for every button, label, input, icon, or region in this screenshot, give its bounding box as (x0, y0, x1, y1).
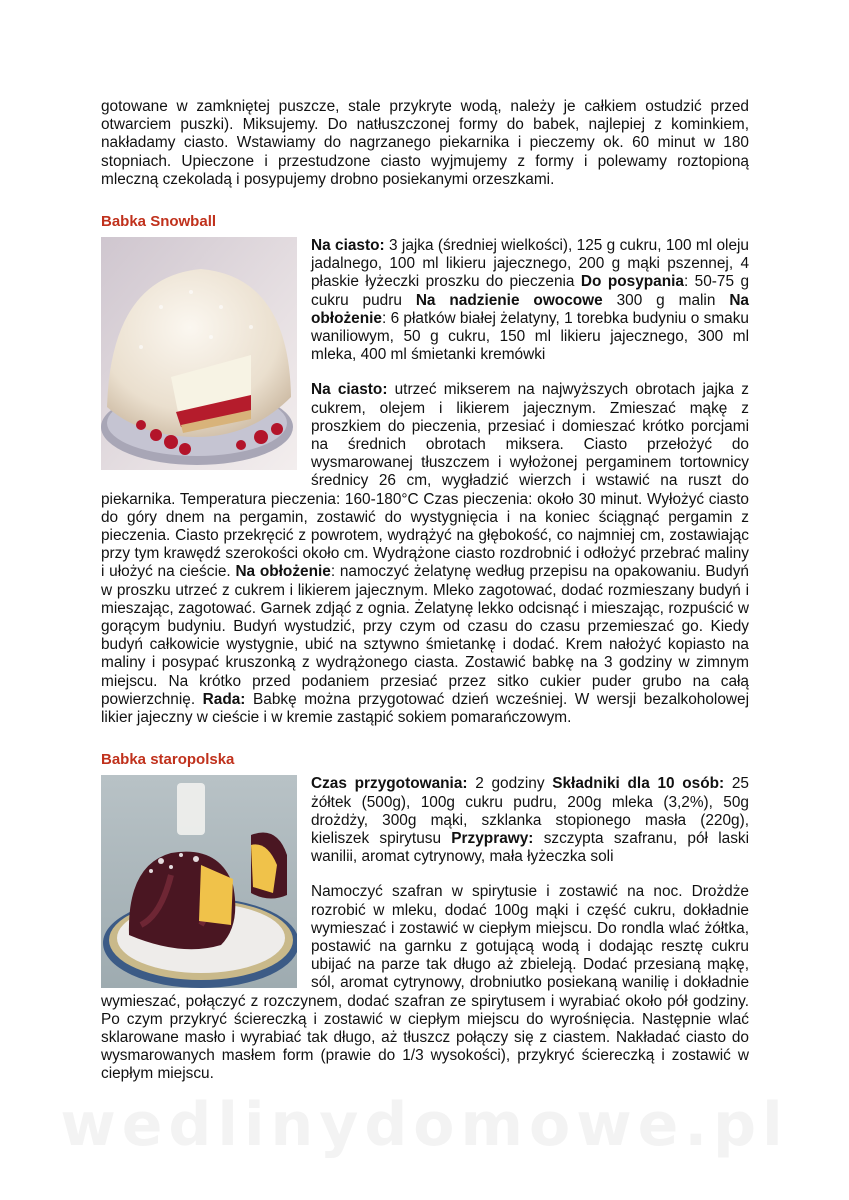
recipe-snowball (101, 237, 749, 727)
staropolska-preparation: Namoczyć szafran w spirytusie i zostawić na noc. Drożdże rozrobić w mleku, dodać 100g mąki i część cukru, dokładnie wymieszać i zostawić w ciepłym miejscu. Do rondla wlać żółtka, postawić na garnku z gotującą wodą i dodając resztę cukru ubijać na parze tak długo aż zbieleją. Dodać przesianą mąkę, sól, aromat cytrynowy, drobniutko posiekaną wanilię i dokładnie wymieszać, połączyć z rozczynem, dodać szafran ze spirytusem i wyrabiać około pół godziny. Po czym przykryć ściereczką i zostawić w ciepłym miejscu do wyrośnięcia. Następnie wlać sklarowane masło i wyrabiać tak długo, aż tłuszcz połączy się z ciastem. Nakładać ciasto do wysmarowanych masłem form (prawie do 1/3 wysokości), przykryć ściereczką i zostawić w ciepłym miejscu. (101, 883, 749, 1083)
watermark: wedlinydomowe.pl (60, 1090, 789, 1160)
snowball-ingredients: Na ciasto: 3 jajka (średniej wielkości), 125 g cukru, 100 ml oleju jadalnego, 100 ml likieru jajecznego, 200 g mąki pszennej, 4 płaskie łyżeczki proszku do pieczenia Do posypania: 50-75 g cukru pudru Na nadzienie owocowe 300 g malin Na obłożenie: 6 płatków białej żelatyny, 1 torebka budyniu o smaku waniliowym, 50 g cukru, 150 ml likieru jajecznego, 300 ml mleka, 400 ml śmietanki kremówki (311, 237, 749, 364)
document-page (101, 96, 749, 1084)
snowball-preparation: Na ciasto: utrzeć mikserem na najwyższych obrotach jajka z cukrem, olejem i likierem jajecznym. Zmieszać mąkę z proszkiem do pieczenia, przesiać i domieszać krótko porcjami na średnich obrotach miksera. Ciasto przełożyć do wysmarowanej tłuszczem i wyłożonej pergaminem tortownicy średnicy 26 cm, wygładzić wierzch i wstawić na ruszt do piekarnika. Temperatura pieczenia: 160-180°C Czas pieczenia: około 30 minut. Wyłożyć ciasto do góry dnem na pergamin, zostawić do wystygnięcia i na koniec ściągnąć pergamin z pieczenia. Ciasto przekręcić z powrotem, wydrążyć na głębokość, co najmniej cm, zostawiając przy tym krawędź szerokości około cm. Wydrążone ciasto rozdrobnić i odłożyć przebrać maliny i ułożyć na cieście. Na obłożenie: namoczyć żelatynę według przepisu na opakowaniu. Budyń w proszku utrzeć z cukrem i likierem jajecznym. Mleko zagotować, dodać rozmieszany budyń i mieszając, zagotować. Garnek zdjąć z ognia. Żelatynę lekko odcisnąć i mieszając, rozpuścić w gorącym budyniu. Budyń wystudzić, przy czym od czasu do czasu przemieszać go. Kiedy budyń całkowicie wystygnie, ubić na sztywno śmietankę i dodać. Krem nałożyć kopiasto na maliny i posypać kruszonką z wydrążonego ciasta. Zostawić babkę na 3 godziny w zimnym miejscu. Na krótko przed podaniem przesiać przez sitko cukier puder grubo na całą powierzchnię. Rada: Babkę można przygotować dzień wcześniej. W wersji bezalkoholowej likier jajeczny w cieście i w kremie zastąpić sokiem pomarańczowym. (101, 381, 750, 727)
recipe-title-staropolska: Babka staropolska (101, 751, 235, 769)
recipe-title-snowball: Babka Snowball (101, 213, 217, 231)
staropolska-cake-photo (101, 775, 297, 988)
snowball-cake-photo (101, 237, 297, 470)
recipe-staropolska (101, 775, 749, 1083)
intro-paragraph: gotowane w zamkniętej puszcze, stale przykryte wodą, należy je całkiem ostudzić przed otwarciem puszki). Miksujemy. Do natłuszczonej formy do babek, najlepiej z kominkiem, nakładamy ciasto. Wstawiamy do nagrzanego piekarnika i pieczemy ok. 60 minut w 180 stopniach. Upieczone i przestudzone ciasto wyjmujemy z formy i polewamy roztopioną mleczną czekoladą i posypujemy drobno posiekanymi orzeszkami. (101, 98, 749, 188)
staropolska-ingredients: Czas przygotowania: 2 godziny Składniki dla 10 osób: 25 żółtek (500g), 100g cukru pudru, 200g mleka (3,2%), 50g drożdży, 300g mąki, szklanka stopionego masła (220g), kieliszek spirytusu Przyprawy: szczypta szafranu, pół laski wanilii, aromat cytrynowy, mała łyżeczka soli (311, 775, 750, 866)
